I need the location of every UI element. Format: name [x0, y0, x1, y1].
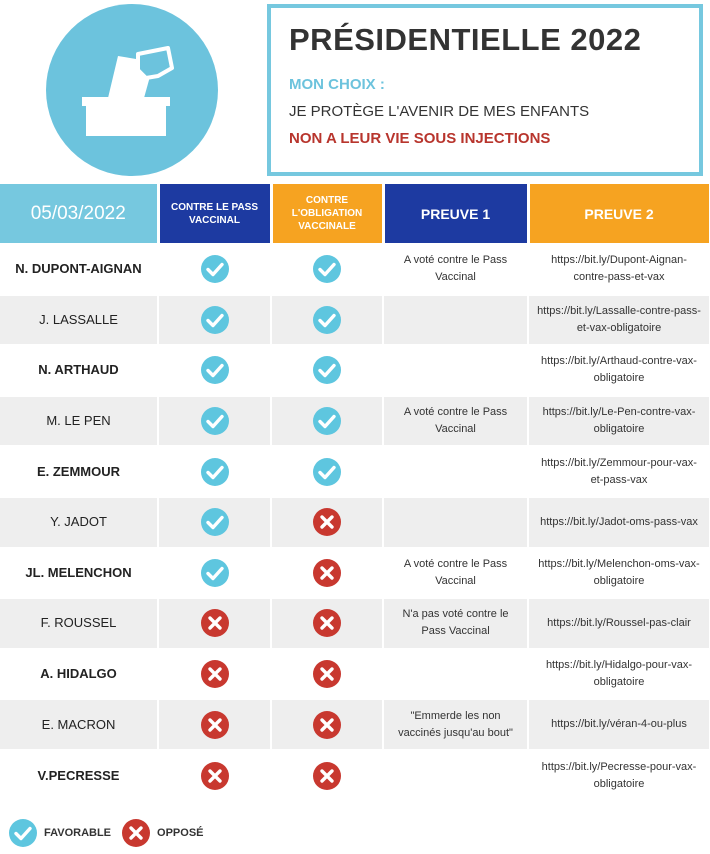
table-row	[0, 345, 710, 396]
candidate-name: N. ARTHAUD	[0, 345, 158, 396]
table-row	[0, 295, 710, 346]
candidate-name: J. LASSALLE	[0, 295, 158, 346]
check-icon	[200, 305, 230, 335]
page-title: PRÉSIDENTIELLE 2022	[289, 22, 642, 57]
status-contre-obligation	[271, 396, 383, 447]
table-row	[0, 446, 710, 497]
cross-icon	[200, 659, 230, 689]
legend-favorable-label: FAVORABLE	[44, 827, 112, 839]
check-icon	[200, 254, 230, 284]
proof-1-text: "Emmerde les non vaccinés jusqu'au bout"	[383, 699, 528, 750]
proof-1-text	[383, 750, 528, 801]
table-row	[0, 699, 710, 750]
candidate-name: JL. MELENCHON	[0, 548, 158, 599]
status-contre-pass	[158, 244, 271, 295]
table-body	[0, 244, 710, 801]
proof-1-text	[383, 345, 528, 396]
header-date: 05/03/2022	[0, 184, 158, 244]
cross-icon	[200, 710, 230, 740]
choice-label: MON CHOIX :	[289, 76, 385, 93]
cross-icon	[200, 608, 230, 638]
proof-1-text: N'a pas voté contre le Pass Vaccinal	[383, 598, 528, 649]
proof-1-text	[383, 497, 528, 548]
proof-2-link: https://bit.ly/Hidalgo-pour-vax-obligatoire	[528, 649, 710, 700]
proof-1-text	[383, 649, 528, 700]
check-icon	[200, 406, 230, 436]
status-contre-obligation	[271, 244, 383, 295]
proof-1-text: A voté contre le Pass Vaccinal	[383, 548, 528, 599]
status-contre-pass	[158, 345, 271, 396]
header-preuve-2: PREUVE 2	[528, 184, 710, 244]
status-contre-obligation	[271, 548, 383, 599]
legend	[8, 818, 214, 848]
table-row	[0, 548, 710, 599]
status-contre-obligation	[271, 446, 383, 497]
candidate-name: E. MACRON	[0, 699, 158, 750]
table-row	[0, 244, 710, 295]
status-contre-obligation	[271, 345, 383, 396]
header-contre-obligation: CONTRE L'OBLIGATION VACCINALE	[271, 184, 383, 244]
proof-1-text: A voté contre le Pass Vaccinal	[383, 244, 528, 295]
proof-2-link: https://bit.ly/véran-4-ou-plus	[528, 699, 710, 750]
status-contre-pass	[158, 295, 271, 346]
status-contre-obligation	[271, 295, 383, 346]
legend-favorable	[8, 818, 111, 848]
check-icon	[8, 818, 38, 848]
proof-2-link: https://bit.ly/Dupont-Aignan-contre-pass-et-vax	[528, 244, 710, 295]
header-contre-pass: CONTRE LE PASS VACCINAL	[158, 184, 271, 244]
check-icon	[312, 406, 342, 436]
status-contre-pass	[158, 598, 271, 649]
candidate-name: V.PECRESSE	[0, 750, 158, 801]
proof-1-text	[383, 446, 528, 497]
table-row	[0, 649, 710, 700]
cross-icon	[312, 659, 342, 689]
cross-icon	[312, 608, 342, 638]
proof-1-text	[383, 295, 528, 346]
check-icon	[312, 305, 342, 335]
status-contre-pass	[158, 649, 271, 700]
table-row	[0, 598, 710, 649]
status-contre-obligation	[271, 649, 383, 700]
status-contre-obligation	[271, 497, 383, 548]
status-contre-pass	[158, 446, 271, 497]
proof-2-link: https://bit.ly/Zemmour-pour-vax-et-pass-vax	[528, 446, 710, 497]
ballot-logo	[46, 4, 218, 176]
table-header-row	[0, 184, 710, 244]
cross-icon	[312, 507, 342, 537]
legend-oppose-label: OPPOSÉ	[157, 827, 204, 839]
candidate-name: A. HIDALGO	[0, 649, 158, 700]
legend-oppose	[121, 818, 203, 848]
candidate-name: M. LE PEN	[0, 396, 158, 447]
cross-icon	[121, 818, 151, 848]
check-icon	[312, 355, 342, 385]
table-row	[0, 497, 710, 548]
status-contre-pass	[158, 548, 271, 599]
proof-2-link: https://bit.ly/Jadot-oms-pass-vax	[528, 497, 710, 548]
candidate-name: E. ZEMMOUR	[0, 446, 158, 497]
check-icon	[200, 457, 230, 487]
check-icon	[312, 254, 342, 284]
check-icon	[200, 558, 230, 588]
candidate-name: F. ROUSSEL	[0, 598, 158, 649]
proof-1-text: A voté contre le Pass Vaccinal	[383, 396, 528, 447]
candidate-name: Y. JADOT	[0, 497, 158, 548]
status-contre-obligation	[271, 699, 383, 750]
proof-2-link: https://bit.ly/Lassalle-contre-pass-et-vax-obligatoire	[528, 295, 710, 346]
check-icon	[312, 457, 342, 487]
cross-icon	[312, 761, 342, 791]
status-contre-obligation	[271, 598, 383, 649]
candidate-name: N. DUPONT-AIGNAN	[0, 244, 158, 295]
check-icon	[200, 507, 230, 537]
status-contre-pass	[158, 396, 271, 447]
candidates-table	[0, 184, 710, 801]
proof-2-link: https://bit.ly/Melenchon-oms-vax-obligatoire	[528, 548, 710, 599]
proof-2-link: https://bit.ly/Roussel-pas-clair	[528, 598, 710, 649]
check-icon	[200, 355, 230, 385]
proof-2-link: https://bit.ly/Pecresse-pour-vax-obligatoire	[528, 750, 710, 801]
proof-2-link: https://bit.ly/Arthaud-contre-vax-obligatoire	[528, 345, 710, 396]
ballot-box-icon	[46, 4, 218, 176]
cross-icon	[312, 710, 342, 740]
proof-2-link: https://bit.ly/Le-Pen-contre-vax-obligatoire	[528, 396, 710, 447]
cross-icon	[200, 761, 230, 791]
choice-slogan: NON A LEUR VIE SOUS INJECTIONS	[289, 130, 551, 147]
header-preuve-1: PREUVE 1	[383, 184, 528, 244]
status-contre-pass	[158, 497, 271, 548]
table-row	[0, 750, 710, 801]
choice-statement: JE PROTÈGE L'AVENIR DE MES ENFANTS	[289, 103, 590, 120]
title-box	[267, 4, 703, 176]
status-contre-pass	[158, 699, 271, 750]
table-row	[0, 396, 710, 447]
status-contre-pass	[158, 750, 271, 801]
status-contre-obligation	[271, 750, 383, 801]
cross-icon	[312, 558, 342, 588]
